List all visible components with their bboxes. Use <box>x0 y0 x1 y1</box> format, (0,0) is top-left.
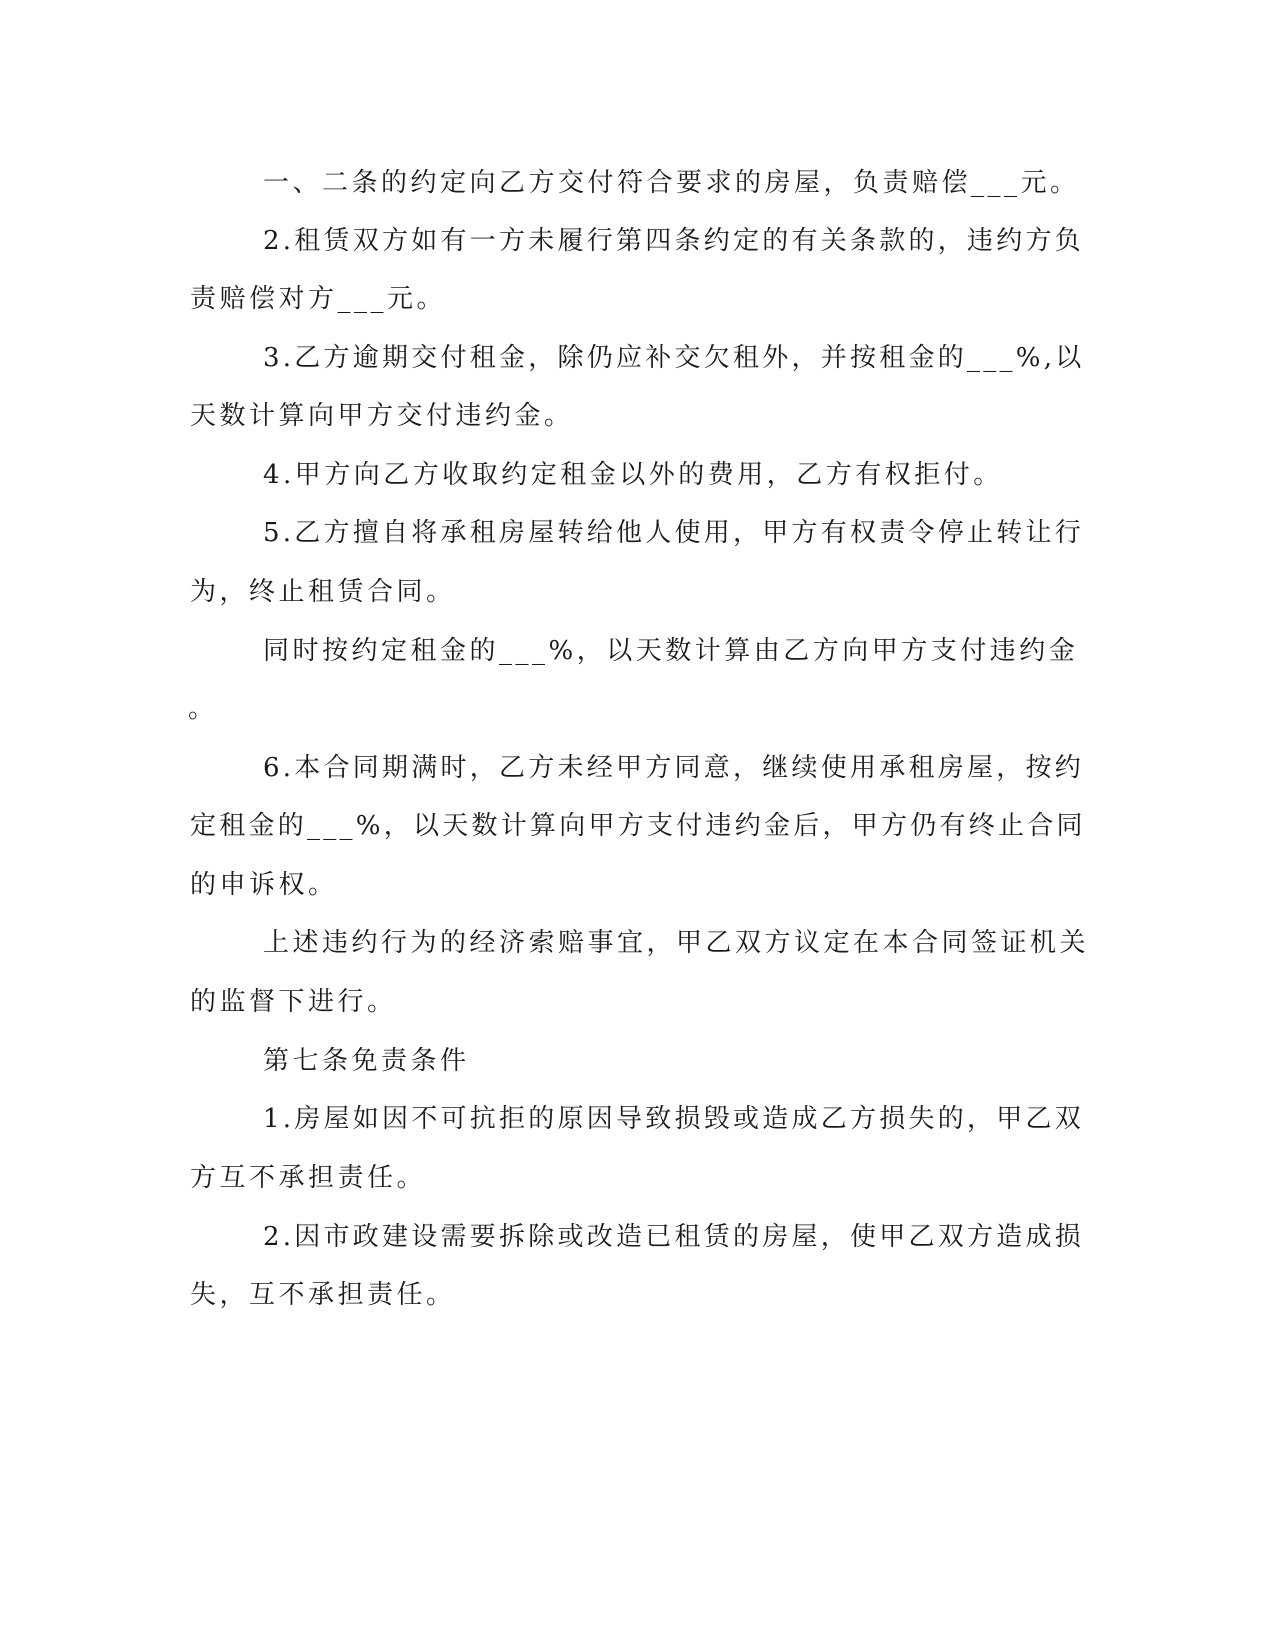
section-heading: 第七条免责条件 <box>263 1046 470 1076</box>
text-line: 的申诉权。 <box>190 870 338 900</box>
text-line: 3.乙方逾期交付租金，除仍应补交欠租外，并按租金的___%,以 <box>263 343 1085 373</box>
text-line: 责赔偿对方___元。 <box>190 284 447 314</box>
text-line: 4.甲方向乙方收取约定租金以外的费用，乙方有权拒付。 <box>263 460 1003 490</box>
text-line: 失，互不承担责任。 <box>190 1280 456 1310</box>
text-line: 方互不承担责任。 <box>190 1163 427 1193</box>
text-line: 2.租赁双方如有一方未履行第四条约定的有关条款的，违约方负 <box>263 226 1085 256</box>
text-line: 1.房屋如因不可抗拒的原因导致损毁或造成乙方损失的，甲乙双 <box>263 1104 1085 1134</box>
text-line: 天数计算向甲方交付违约金。 <box>190 401 574 431</box>
text-line: 同时按约定租金的___%，以天数计算由乙方向甲方支付违约金 <box>263 636 1079 666</box>
text-line: 一、二条的约定向乙方交付符合要求的房屋，负责赔偿___元。 <box>263 168 1080 198</box>
text-line: 6.本合同期满时，乙方未经甲方同意，继续使用承租房屋，按约 <box>263 753 1085 783</box>
text-line: 定租金的___%，以天数计算向甲方支付违约金后，甲方仍有终止合同 <box>190 811 1086 841</box>
text-line: 的监督下进行。 <box>190 987 397 1017</box>
text-line: 上述违约行为的经济索赔事宜，甲乙双方议定在本合同签证机关 <box>263 928 1090 958</box>
text-line: 5.乙方擅自将承租房屋转给他人使用，甲方有权责令停止转让行 <box>263 518 1085 548</box>
text-line: 。 <box>188 694 218 724</box>
text-line: 为，终止租赁合同。 <box>190 577 456 607</box>
text-line: 2.因市政建设需要拆除或改造已租赁的房屋，使甲乙双方造成损 <box>263 1222 1085 1252</box>
